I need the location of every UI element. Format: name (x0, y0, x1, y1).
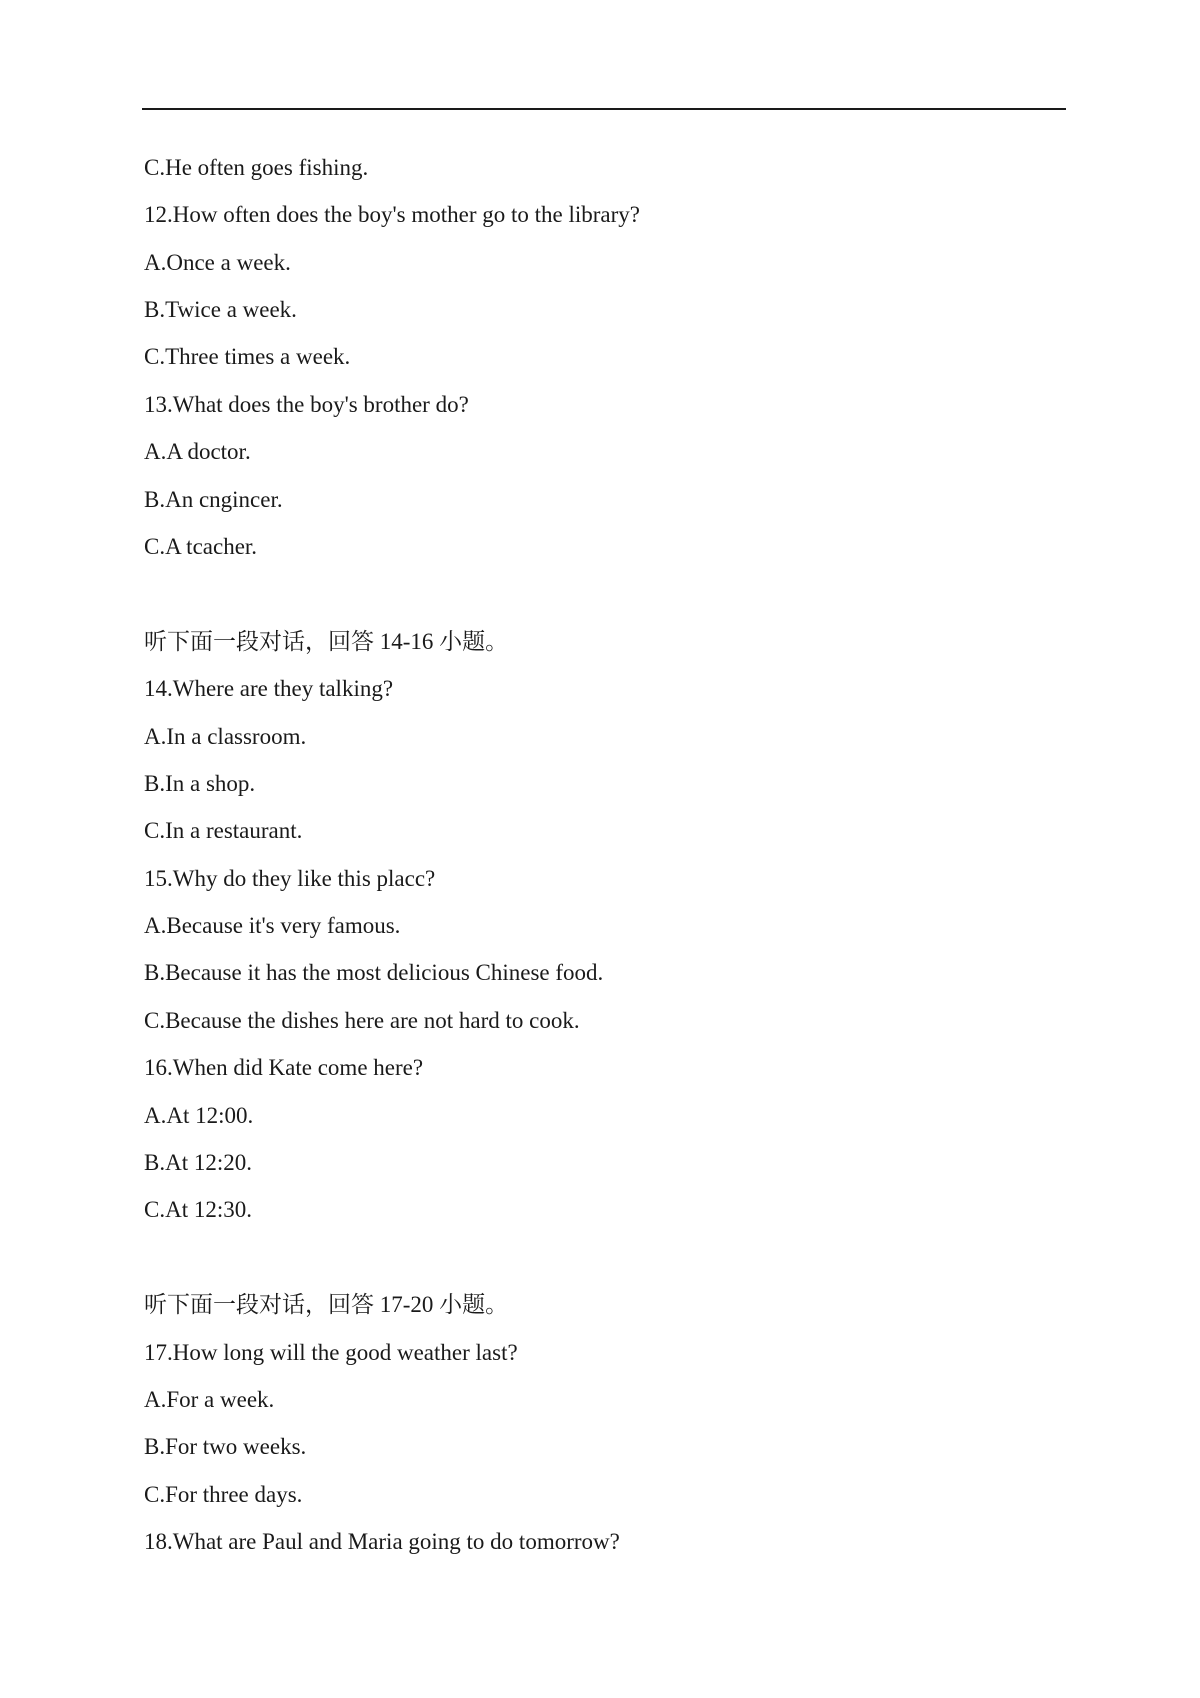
option-16b: B.At 12:20. (144, 1150, 252, 1175)
question-13: 13.What does the boy's brother do? (144, 392, 469, 417)
option-15b: B.Because it has the most delicious Chinese food. (144, 960, 604, 985)
option-12a: A.Once a week. (144, 250, 291, 275)
option-17c: C.For three days. (144, 1482, 303, 1507)
header-rule (142, 108, 1066, 110)
question-17: 17.How long will the good weather last? (144, 1340, 518, 1365)
option-16a: A.At 12:00. (144, 1103, 254, 1128)
question-14: 14.Where are they talking? (144, 676, 394, 701)
section-instruction-14-16: 听下面一段对话，回答 14-16 小题。 (144, 629, 509, 654)
option-14c: C.In a restaurant. (144, 818, 303, 843)
question-16: 16.When did Kate come here? (144, 1055, 424, 1080)
option-16c: C.At 12:30. (144, 1197, 252, 1222)
option-12b: B.Twice a week. (144, 297, 297, 322)
option-15a: A.Because it's very famous. (144, 913, 401, 938)
question-12: 12.How often does the boy's mother go to the library? (144, 202, 640, 227)
question-15: 15.Why do they like this placc? (144, 866, 436, 891)
option-13c: C.A tcacher. (144, 534, 258, 559)
question-18: 18.What are Paul and Maria going to do tomorrow? (144, 1529, 620, 1554)
text-line: C.He often goes fishing. (144, 155, 369, 180)
option-13b: B.An cngincer. (144, 487, 283, 512)
option-14a: A.In a classroom. (144, 724, 307, 749)
section-instruction-17-20: 听下面一段对话，回答 17-20 小题。 (144, 1292, 509, 1317)
option-17b: B.For two weeks. (144, 1434, 307, 1459)
option-12c: C.Three times a week. (144, 344, 351, 369)
option-14b: B.In a shop. (144, 771, 256, 796)
option-15c: C.Because the dishes here are not hard to cook. (144, 1008, 580, 1033)
option-17a: A.For a week. (144, 1387, 275, 1412)
option-13a: A.A doctor. (144, 439, 251, 464)
